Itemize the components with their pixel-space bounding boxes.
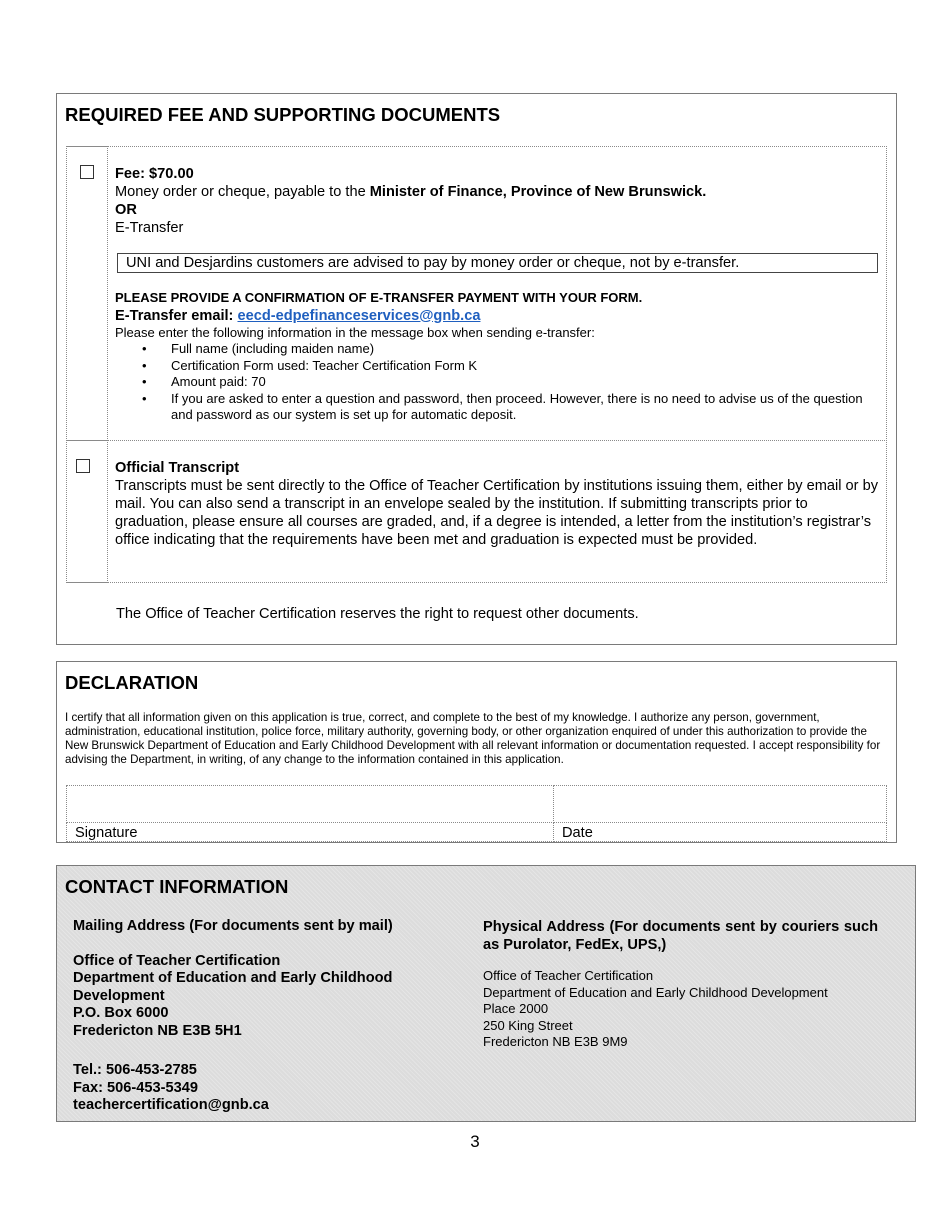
email-line xyxy=(115,307,885,325)
list-item: • Certification Form used: Teacher Certification Form K xyxy=(115,358,885,375)
physical-heading: Physical Address (For documents sent by couriers such as Purolator, FedEx, UPS,) xyxy=(483,919,878,953)
declaration-text: I certify that all information given on this application is true, correct, and complete to the best of my knowledge. I authorize any person, government, administration, educational institution, police force, military authority, governing body, or other organization enquired of under this authorization to provide the New Brunswick Department of Education and Early Childhood Development with all relevant information or documentation requested. I accept responsibility for advising the Department, in writing, of any change to the information contained in this application. xyxy=(65,711,881,766)
email-label: E-Transfer email: xyxy=(115,307,238,324)
payee: Minister of Finance, Province of New Brunswick. xyxy=(369,184,707,200)
fees-section xyxy=(56,93,897,645)
list-item: • Amount paid: 70 xyxy=(115,374,885,391)
fee-checkbox-cell xyxy=(66,146,108,441)
contact-email[interactable]: teachercertification@gnb.ca xyxy=(73,1097,269,1113)
signature-field[interactable] xyxy=(66,785,554,823)
advisory-text: UNI and Desjardins customers are advised to pay by money order or cheque, not by e-transfer. xyxy=(126,255,740,271)
fee-title: Fee: $70.00 xyxy=(115,166,194,182)
transcript-title: Official Transcript xyxy=(115,460,240,476)
advisory-box xyxy=(117,253,878,273)
fees-heading: REQUIRED FEE AND SUPPORTING DOCUMENTS xyxy=(65,104,501,125)
physical-line: Place 2000 xyxy=(483,1001,549,1016)
contact-section xyxy=(56,865,916,1122)
page-number: 3 xyxy=(470,1132,480,1151)
fee-checkbox[interactable] xyxy=(80,165,94,179)
signature-label: Signature xyxy=(75,825,138,841)
mailing-line: Department of Education and Early Childhood Development xyxy=(73,970,393,1004)
transcript-checkbox[interactable] xyxy=(76,459,90,473)
mailing-heading: Mailing Address (For documents sent by mail) xyxy=(73,918,393,934)
contact-heading: CONTACT INFORMATION xyxy=(65,876,289,897)
fax: Fax: 506-453-5349 xyxy=(73,1079,198,1096)
payment-text: Money order or cheque, payable to the xyxy=(115,184,370,200)
declaration-section xyxy=(56,661,897,843)
transcript-content xyxy=(115,459,881,549)
etransfer-email-link[interactable]: eecd-edpefinanceservices@gnb.ca xyxy=(237,307,481,324)
etransfer-label: E-Transfer xyxy=(115,220,184,236)
physical-line: Department of Education and Early Childhood Development xyxy=(483,984,828,1000)
reserve-note: The Office of Teacher Certification reserves the right to request other documents. xyxy=(116,606,639,622)
declaration-heading: DECLARATION xyxy=(65,672,199,693)
date-label: Date xyxy=(562,825,593,841)
mailing-address xyxy=(73,918,433,1115)
physical-line: Office of Teacher Certification xyxy=(483,968,654,983)
or-label: OR xyxy=(115,202,137,218)
mailing-line: Office of Teacher Certification xyxy=(73,952,281,969)
tel: Tel.: 506-453-2785 xyxy=(73,1062,197,1078)
instructions: Please enter the following information in the message box when sending e-transfer: xyxy=(115,324,595,340)
fee-content xyxy=(115,165,885,237)
date-field[interactable] xyxy=(553,785,887,823)
physical-line: 250 King Street xyxy=(483,1017,573,1033)
list-item: • Full name (including maiden name) xyxy=(115,341,885,358)
physical-line: Fredericton NB E3B 9M9 xyxy=(483,1034,628,1049)
confirm-notice: PLEASE PROVIDE A CONFIRMATION OF E-TRANSFER PAYMENT WITH YOUR FORM. xyxy=(115,290,643,305)
physical-address xyxy=(483,918,878,1051)
list-item: • If you are asked to enter a question and password, then proceed. However, there is no need to advise us of the question and password as our system is set up for automatic deposit. xyxy=(115,391,885,424)
mailing-line: P.O. Box 6000 xyxy=(73,1005,169,1021)
instruction-list xyxy=(115,341,885,424)
transcript-text: Transcripts must be sent directly to the Office of Teacher Certification by institutions issuing them, either by email or by mail. You can also send a transcript in an envelope sealed by the institution. If submitting transcripts prior to graduation, please ensure all courses are graded, and, if a degree is intended, a letter from the institution’s registrar’s office indicating that the requirements have been met and graduation is expected must be provided. xyxy=(115,478,878,548)
date-label-cell xyxy=(553,822,887,842)
payment-line xyxy=(115,183,885,201)
signature-label-cell xyxy=(66,822,554,842)
mailing-line: Fredericton NB E3B 5H1 xyxy=(73,1022,242,1039)
etransfer-info xyxy=(115,290,885,424)
